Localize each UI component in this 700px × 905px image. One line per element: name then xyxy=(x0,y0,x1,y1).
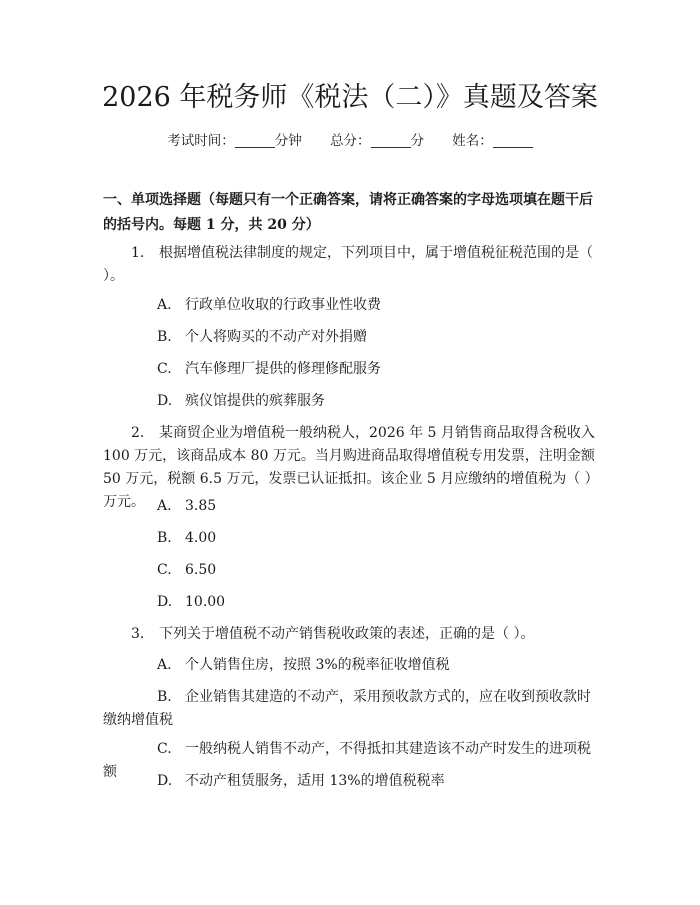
name-blank xyxy=(493,133,533,148)
option-item xyxy=(103,559,603,582)
option-text: 一般纳税人销售不动产，不得抵扣其建造该不动产时发生的进项税额 xyxy=(103,741,591,780)
total-score-blank xyxy=(371,133,411,148)
option-text: 个人销售住房，按照 3%的税率征收增值税 xyxy=(185,657,450,673)
option-text: 不动产租赁服务，适用 13%的增值税税率 xyxy=(185,773,445,789)
option-letter: D. xyxy=(157,773,173,789)
option-item xyxy=(103,654,603,677)
option-item xyxy=(103,326,603,349)
exam-time-label: 考试时间： xyxy=(167,133,235,149)
question-number: 2. xyxy=(131,425,145,441)
exam-meta xyxy=(0,131,700,151)
option-letter: D. xyxy=(157,393,173,409)
option-item xyxy=(103,591,603,614)
section-heading: 一、单项选择题（每题只有一个正确答案，请将正确答案的字母选项填在题干后的括号内。每题 1 分，共 20 分） xyxy=(103,192,593,233)
question-text: 某商贸企业为增值税一般纳税人，2026 年 5 月销售商品取得含税收入 100 万元，该商品成本 80 万元。当月购进商品取得增值税专用发票，注明金额 50 万元，税额 6.5 万元，发票已认证抵扣。该企业 5 月应缴纳的增值税为（ ）万元。 xyxy=(103,425,599,510)
option-item xyxy=(103,770,603,793)
question-text: 下列关于增值税不动产销售税收政策的表述，正确的是（ ）。 xyxy=(159,626,535,642)
option-letter: A. xyxy=(157,657,172,673)
option-text: 汽车修理厂提供的修理修配服务 xyxy=(185,361,381,377)
option-letter: C. xyxy=(157,562,172,578)
option-text: 6.50 xyxy=(185,562,217,578)
question-text: 根据增值税法律制度的规定，下列项目中，属于增值税征税范围的是（ ）。 xyxy=(103,245,593,284)
option-letter: C. xyxy=(157,361,172,377)
option-item xyxy=(103,358,603,381)
option-text: 殡仪馆提供的殡葬服务 xyxy=(185,393,325,409)
option-item xyxy=(103,294,603,317)
option-letter: B. xyxy=(157,329,172,345)
question-stem xyxy=(103,623,603,646)
exam-time-field xyxy=(167,133,306,149)
total-score-label: 总分： xyxy=(330,133,371,149)
option-letter: C. xyxy=(157,741,172,757)
option-text: 3.85 xyxy=(185,498,217,514)
name-label: 姓名： xyxy=(452,133,493,149)
option-item xyxy=(103,527,603,550)
page-title: 2026 年税务师《税法（二）》真题及答案 xyxy=(102,82,598,113)
option-letter: B. xyxy=(157,689,172,705)
exam-time-unit: 分钟 xyxy=(274,133,302,149)
option-letter: B. xyxy=(157,530,172,546)
option-letter: D. xyxy=(157,594,173,610)
question-number: 1. xyxy=(131,245,145,261)
option-text: 企业销售其建造的不动产，采用预收款方式的，应在收到预收款时缴纳增值税 xyxy=(103,689,591,728)
exam-time-blank xyxy=(235,133,275,148)
option-item xyxy=(103,495,603,518)
total-score-field xyxy=(330,133,428,149)
option-item xyxy=(103,390,603,413)
option-letter: A. xyxy=(157,297,172,313)
question-number: 3. xyxy=(131,626,145,642)
option-text: 行政单位收取的行政事业性收费 xyxy=(185,297,381,313)
option-letter: A. xyxy=(157,498,172,514)
question-stem xyxy=(103,242,603,288)
option-text: 10.00 xyxy=(185,594,226,610)
option-item xyxy=(103,686,603,732)
name-field xyxy=(452,133,533,149)
option-text: 个人将购买的不动产对外捐赠 xyxy=(185,329,367,345)
total-score-unit: 分 xyxy=(410,133,424,149)
option-text: 4.00 xyxy=(185,530,217,546)
